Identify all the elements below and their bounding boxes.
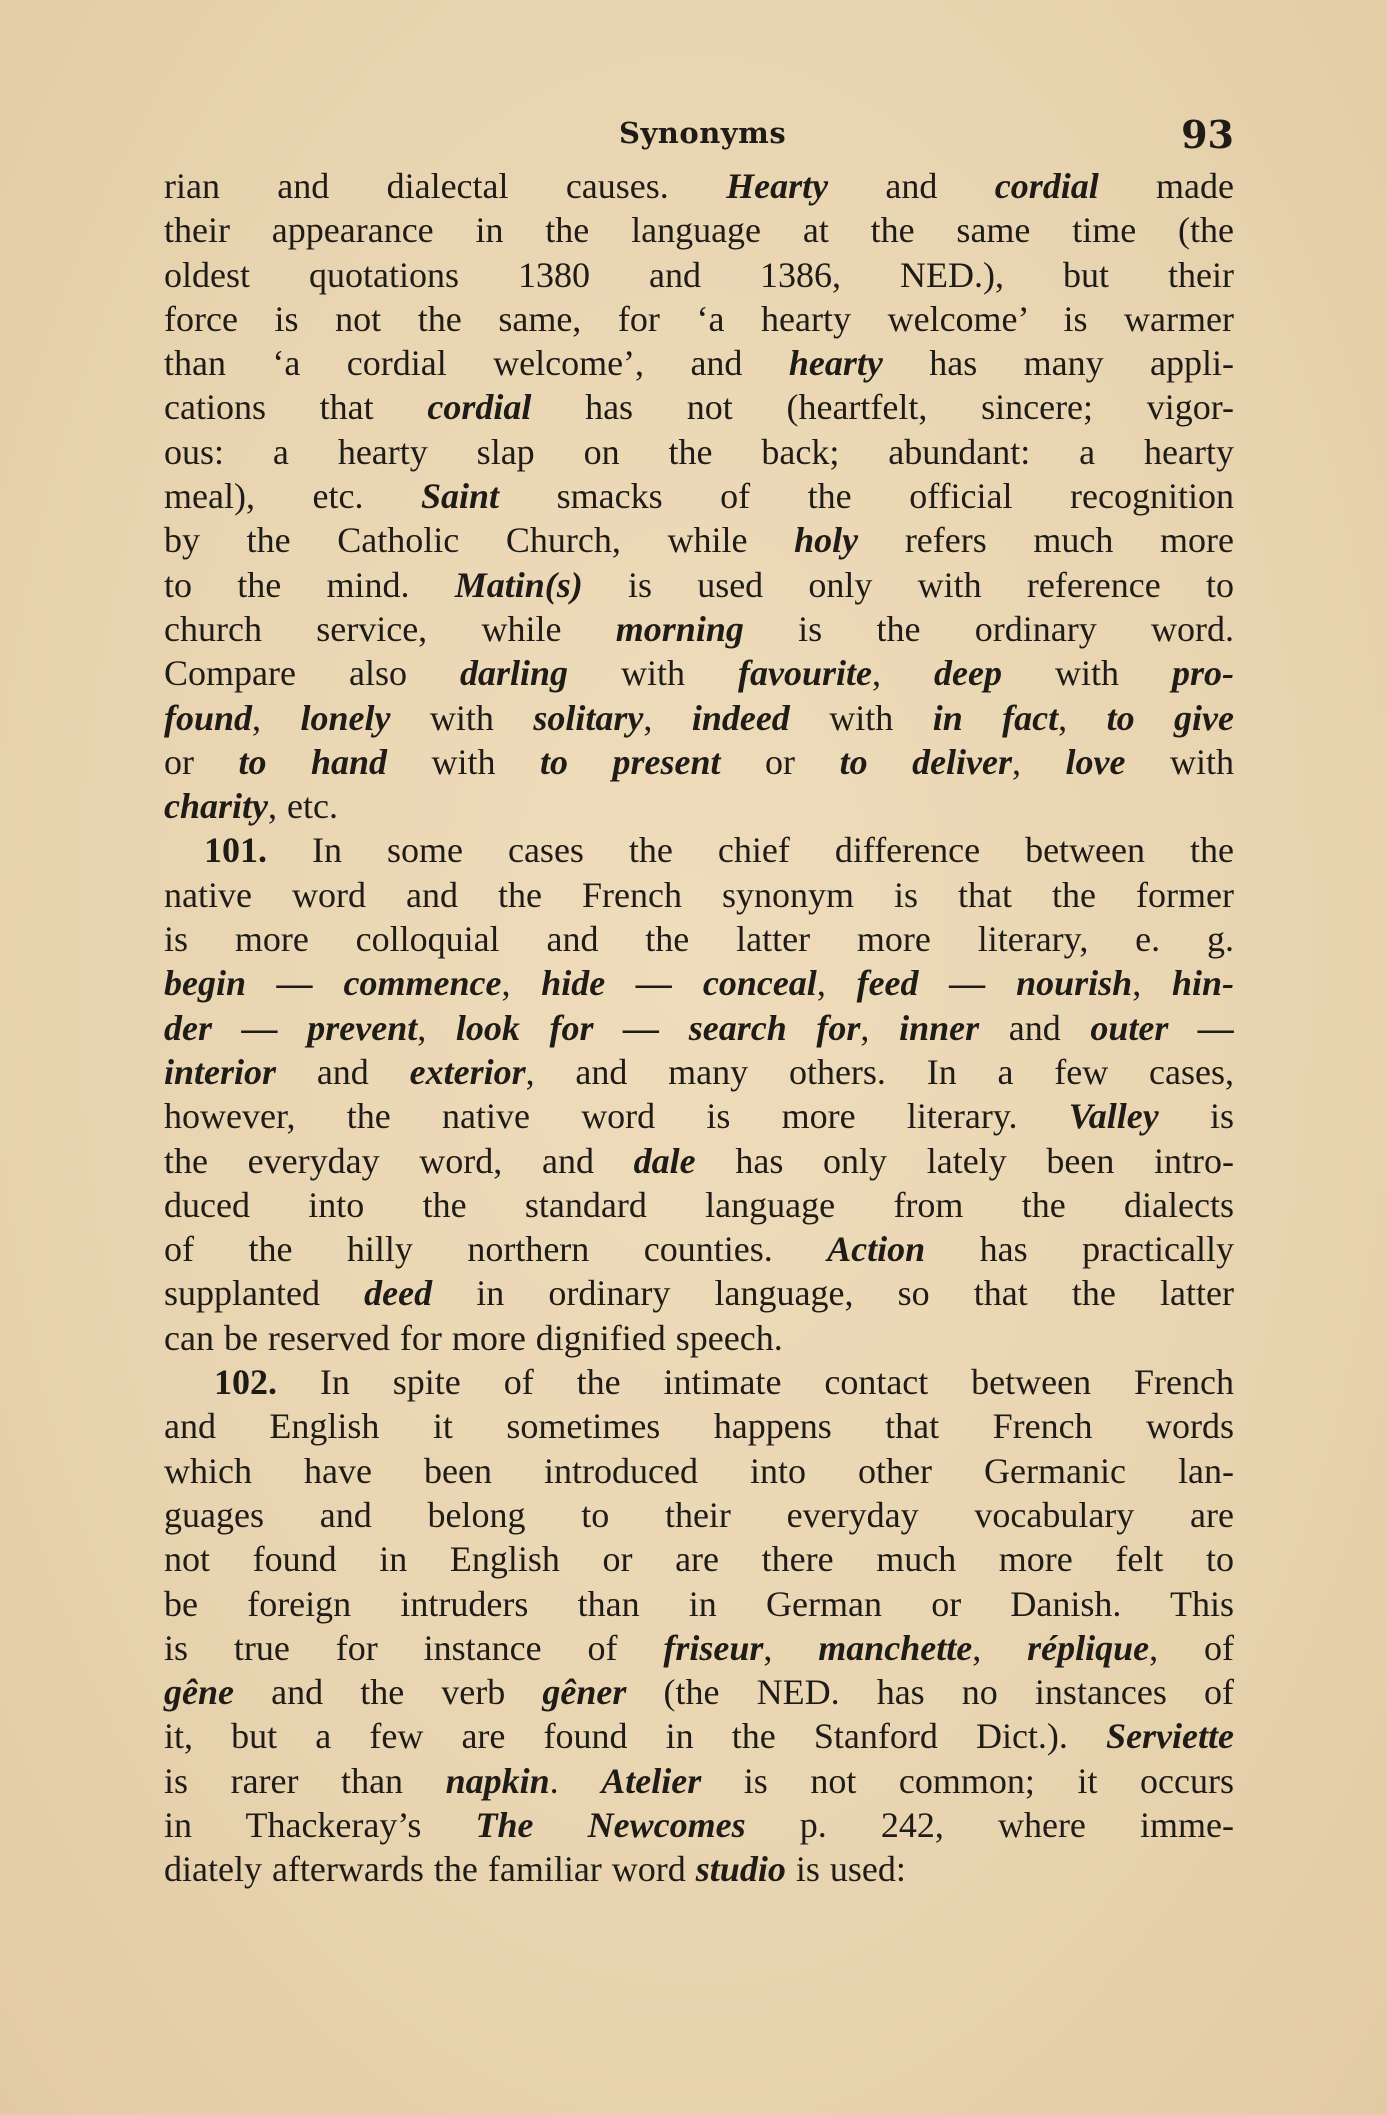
text-line: is true for instance of friseur, manchette, réplique, of [164,1627,1234,1668]
text-line: it, but a few are found in the Stanford Dict.). Serviette [164,1716,1234,1757]
text-line: of the hilly northern counties. Action has practically [164,1229,1234,1270]
text-line: guages and belong to their everyday vocabulary are [164,1494,1234,1535]
text-line: found, lonely with solitary, indeed with in fact, to give [164,697,1234,738]
text-line: duced into the standard language from the dialects [164,1184,1234,1225]
text-line: charity, etc. [164,786,338,827]
text-line: however, the native word is more literary. Valley is [164,1096,1234,1137]
text-line: can be reserved for more dignified speech. [164,1317,783,1358]
text-line: or to hand with to present or to deliver, love with [164,741,1234,782]
text-line: oldest quotations 1380 and 1386, NED.), but their [164,254,1234,295]
text-line: is rarer than napkin. Atelier is not common; it occurs [164,1760,1234,1801]
text-line: is more colloquial and the latter more literary, e. g. [164,919,1234,960]
body-text [164,164,1234,1892]
text-line: ous: a hearty slap on the back; abundant: a hearty [164,431,1234,472]
text-line: not found in English or are there much more felt to [164,1539,1234,1580]
text-line: force is not the same, for ‘a hearty welcome’ is warmer [164,298,1234,339]
text-line: church service, while morning is the ordinary word. [164,608,1234,649]
text-line: than ‘a cordial welcome’, and hearty has many appli- [164,343,1234,384]
text-line: by the Catholic Church, while holy refers much more [164,520,1234,561]
text-line: 102. In spite of the intimate contact between French [214,1362,1234,1403]
text-line: meal), etc. Saint smacks of the official recognition [164,476,1234,517]
text-line: interior and exterior, and many others. In a few cases, [164,1051,1234,1092]
text-line: native word and the French synonym is that the former [164,874,1234,915]
running-head: Synonyms [619,116,787,150]
text-line: supplanted deed in ordinary language, so that the latter [164,1273,1234,1314]
text-line: which have been introduced into other Germanic lan- [164,1450,1234,1491]
page-number: 93 [1181,112,1234,157]
page-header [164,108,1234,164]
text-line: rian and dialectal causes. Hearty and cordial made [164,166,1234,206]
text-line: diately afterwards the familiar word studio is used: [164,1849,906,1890]
book-page [164,108,1234,1892]
text-line: cations that cordial has not (heartfelt, sincere; vigor- [164,387,1235,428]
text-line: be foreign intruders than in German or Danish. This [164,1583,1234,1624]
text-line: in Thackeray’s The Newcomes p. 242, where imme- [164,1804,1235,1845]
text-line: der — prevent, look for — search for, inner and outer — [164,1007,1235,1048]
text-line: begin — commence, hide — conceal, feed — nourish, hin- [164,963,1235,1004]
text-line: Compare also darling with favourite, deep with pro- [164,653,1235,694]
text-line: gêne and the verb gêner (the NED. has no instances of [164,1672,1234,1713]
text-line: to the mind. Matin(s) is used only with reference to [164,564,1234,605]
text-line: the everyday word, and dale has only lately been intro- [164,1140,1235,1181]
text-line: 101. In some cases the chief difference between the [204,830,1234,871]
text-line: their appearance in the language at the same time (the [164,210,1234,251]
text-line: and English it sometimes happens that French words [164,1406,1234,1447]
